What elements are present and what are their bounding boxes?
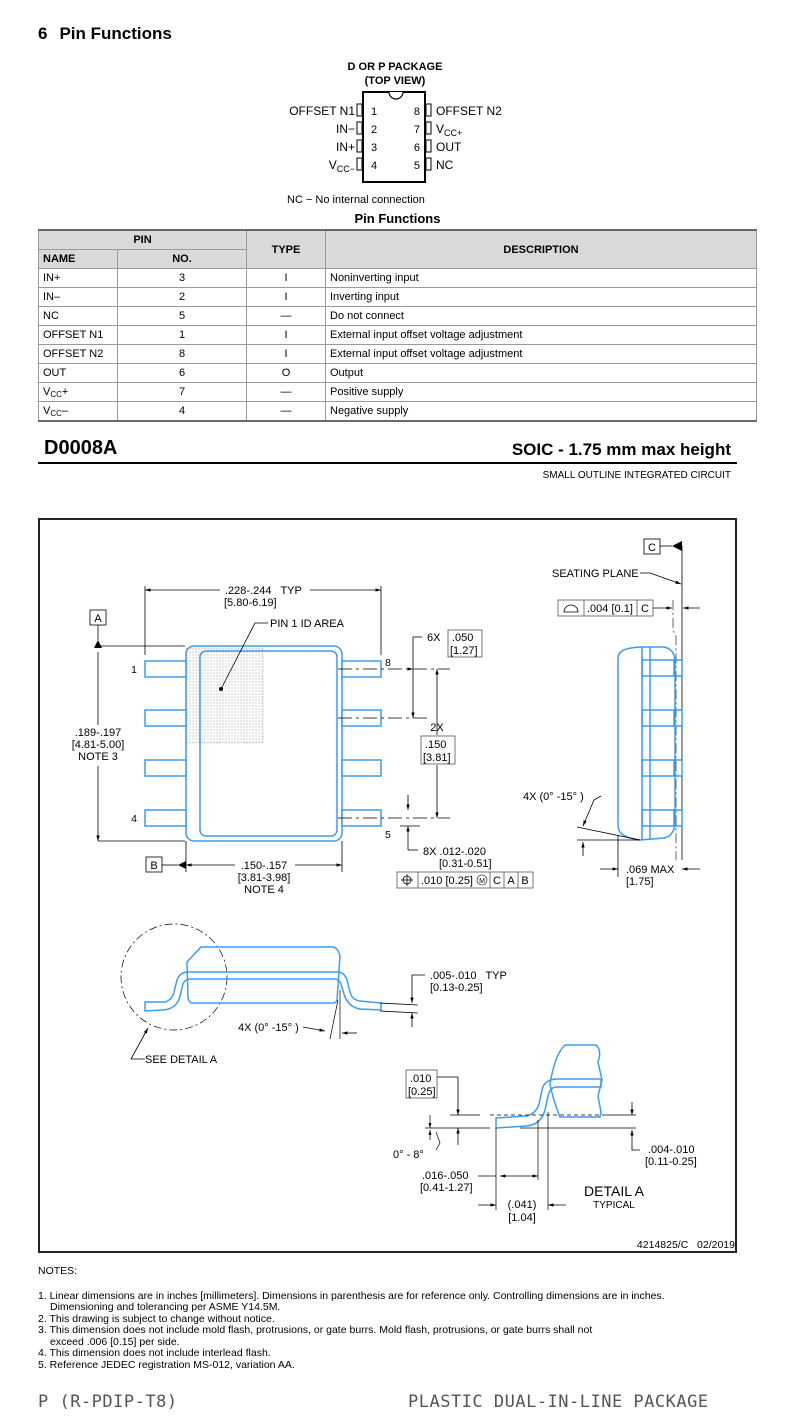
cell-type: I: [247, 345, 326, 364]
pin-label: $V_{CC+}$: [436, 122, 463, 138]
pin-number: 1: [371, 106, 378, 118]
pin-label: $V_{CC-}$: [328, 158, 355, 174]
header-type: TYPE: [247, 230, 326, 269]
lead-thickness-mm: [0.13-0.25]: [430, 982, 483, 994]
pin1-id-label: PIN 1 ID AREA: [270, 618, 344, 630]
note-item: 1. Linear dimensions are in inches [millimeters]. Dimensions in parenthesis are for reference only. Controlling dimensions are in inches.: [38, 1289, 665, 1302]
position-tol: .010 [0.25]: [421, 875, 473, 887]
pinout-title-line2: (TOP VIEW): [364, 75, 426, 87]
pin-number: 5: [413, 160, 420, 172]
cell-type: I: [247, 288, 326, 307]
body-note: NOTE 4: [244, 884, 284, 896]
cell-type: —: [247, 383, 326, 402]
header-pin: PIN: [39, 230, 247, 250]
foot-angle: 0° - 8°: [393, 1149, 424, 1161]
cell-type: I: [247, 326, 326, 345]
note-item: 3. This dimension does not include mold flash, protrusions, or gate burrs. Mold flash, protrusions, or gate burrs shall not: [38, 1324, 593, 1336]
cell-name: NC: [39, 307, 118, 326]
pitch: .050: [452, 632, 474, 644]
detail-lead-outline: [496, 1079, 601, 1128]
package-title: SOIC - 1.75 mm max height: [511, 440, 731, 459]
detail-body-outline: [550, 1045, 602, 1117]
datum-c: C: [648, 542, 656, 554]
note-item-cont: Dimensioning and tolerancing per ASME Y14.5M.: [50, 1301, 281, 1313]
position-tolerance-frame: [397, 872, 533, 888]
length-dim: .189-.197: [74, 727, 122, 739]
cell-type: O: [247, 364, 326, 383]
span-mm: [3.81]: [423, 752, 451, 764]
note-item: 4. This dimension does not include interlead flash.: [38, 1347, 271, 1359]
footer-package-name: PLASTIC DUAL-IN-LINE PACKAGE: [408, 1392, 709, 1412]
pin-number: 4: [131, 813, 137, 825]
pin-number: 4: [371, 160, 378, 172]
cell-description: External input offset voltage adjustment: [326, 326, 757, 345]
detail-subtitle: TYPICAL: [593, 1200, 635, 1211]
header-name: NAME: [39, 250, 118, 269]
seating-plane: SEATING PLANE: [552, 568, 639, 580]
pin-number: 5: [385, 829, 391, 841]
cell-description: Do not connect: [326, 307, 757, 326]
standoff: .004-.010: [648, 1144, 695, 1156]
front-lead-outline: [145, 972, 381, 1011]
doc-id: 4214825/C 02/2019: [636, 1239, 735, 1251]
cell-description: Output: [326, 364, 757, 383]
top-view: [72, 585, 533, 896]
pin-label: OFFSET N2: [436, 104, 502, 118]
cell-no: 1: [118, 326, 247, 345]
lead-width: 8X .012-.020: [423, 846, 486, 858]
cell-description: Positive supply: [326, 383, 757, 402]
draft-angle: 4X (0° -15° ): [523, 791, 584, 803]
detail-a-view: [393, 1045, 697, 1224]
cell-name: OFFSET N1: [39, 326, 118, 345]
section-title: Pin Functions: [59, 24, 172, 43]
detail-title: DETAIL A: [584, 1183, 644, 1199]
pitch-count: 6X: [427, 632, 441, 644]
draft-angle-front: 4X (0° -15° ): [238, 1022, 299, 1034]
pin-label: OFFSET N1: [289, 104, 355, 118]
ref-b: B: [521, 875, 529, 887]
pin-number: 8: [413, 106, 420, 118]
standoff-mm: [0.11-0.25]: [645, 1156, 697, 1168]
datum-b: B: [150, 860, 158, 872]
cell-no: 2: [118, 288, 247, 307]
cell-name: $V_{CC}+$: [39, 383, 118, 402]
footer-package-code: P (R-PDIP-T8): [38, 1392, 178, 1412]
detail-a-circle: [121, 924, 227, 1030]
note-item: 2. This drawing is subject to change without notice.: [38, 1312, 275, 1325]
width-dim: .228-.244 TYP: [225, 585, 302, 597]
length-dim-mm: [4.81-5.00]: [71, 739, 125, 751]
cell-name: IN+: [39, 269, 118, 288]
lead-width-mm: [0.31-0.51]: [439, 858, 492, 870]
table-title: Pin Functions: [354, 211, 441, 226]
svg-text:M: M: [479, 878, 485, 885]
pitch-mm: [1.27]: [450, 645, 478, 657]
width-dim-mm: [5.80-6.19]: [224, 597, 277, 609]
lead-thickness: .005-.010 TYP: [430, 970, 507, 982]
pin1-id-area: [186, 648, 263, 743]
header-no: NO.: [118, 250, 247, 269]
ref-c: C: [493, 875, 501, 887]
nc-note: NC − No internal connection: [287, 194, 425, 206]
foot-ref: (.041): [507, 1199, 537, 1211]
notes: [38, 1266, 665, 1371]
cell-no: 6: [118, 364, 247, 383]
pin-number: 2: [371, 124, 378, 136]
ref-a: A: [507, 875, 515, 887]
notes-header: NOTES:: [38, 1265, 78, 1277]
gauge: .010: [410, 1073, 432, 1085]
note-item-cont: exceed .006 [0.15] per side.: [50, 1335, 180, 1348]
cell-description: External input offset voltage adjustment: [326, 345, 757, 364]
foot-length-mm: [0.41-1.27]: [420, 1182, 473, 1194]
package-subtitle: SMALL OUTLINE INTEGRATED CIRCUIT: [542, 470, 731, 481]
pin-number: 1: [131, 664, 137, 676]
cell-name: OFFSET N2: [39, 345, 118, 364]
cell-name: OUT: [39, 364, 118, 383]
datum-a: A: [94, 613, 102, 625]
cell-type: —: [247, 402, 326, 422]
foot-length: .016-.050: [422, 1170, 469, 1182]
flatness-ref: C: [641, 603, 649, 615]
cell-type: —: [247, 307, 326, 326]
pin-number: 8: [385, 657, 391, 669]
cell-description: Noninverting input: [326, 269, 757, 288]
max-height: .069 MAX: [626, 864, 675, 876]
see-detail: SEE DETAIL A: [145, 1054, 218, 1066]
pin-label: IN+: [335, 140, 355, 154]
note-item: 5. Reference JEDEC registration MS-012, variation AA.: [38, 1358, 295, 1371]
body-dim-mm: [3.81-3.98]: [237, 872, 291, 884]
cell-name: IN–: [39, 288, 118, 307]
section-number: 6: [38, 24, 48, 43]
cell-no: 3: [118, 269, 247, 288]
flatness-frame: [558, 600, 653, 616]
cell-type: I: [247, 269, 326, 288]
gauge-mm: [0.25]: [408, 1086, 436, 1098]
pin-number: 3: [371, 142, 378, 154]
cell-description: Inverting input: [326, 288, 757, 307]
span-count: 2X: [430, 722, 444, 734]
span: .150: [425, 739, 447, 751]
length-note: NOTE 3: [78, 751, 118, 763]
cell-no: 7: [118, 383, 247, 402]
cell-no: 5: [118, 307, 247, 326]
foot-ref-mm: [1.04]: [508, 1212, 536, 1224]
max-height-mm: [1.75]: [626, 876, 654, 888]
cell-no: 8: [118, 345, 247, 364]
cell-no: 4: [118, 402, 247, 422]
pin-label: NC: [436, 158, 454, 172]
header-description: DESCRIPTION: [326, 230, 757, 269]
pin-label: IN−: [335, 122, 355, 136]
body-dim: .150-.157: [240, 860, 288, 872]
package-code: D0008A: [44, 437, 118, 459]
cell-description: Negative supply: [326, 402, 757, 422]
front-view: [121, 924, 507, 1066]
pin-label: OUT: [436, 140, 462, 154]
pinout-title-line1: D OR P PACKAGE: [347, 61, 443, 73]
flatness: .004 [0.1]: [587, 603, 633, 615]
pin-number: 6: [413, 142, 420, 154]
cell-name: $V_{CC}-$: [39, 402, 118, 422]
pin-number: 7: [413, 124, 420, 136]
front-body-outline: [187, 947, 340, 1003]
side-view: [523, 539, 700, 888]
